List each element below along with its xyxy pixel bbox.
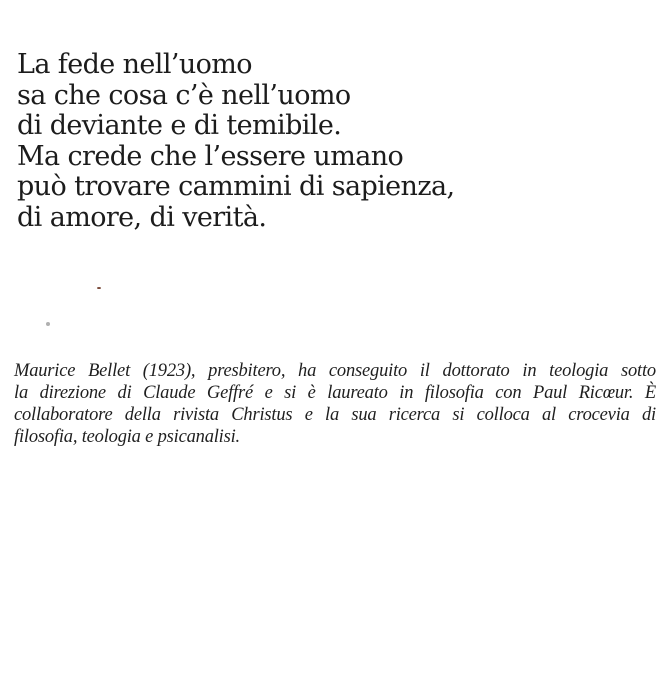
bio-line: collaboratore della rivista Christus e la sua ricerca si colloca al crocevia di	[14, 405, 656, 425]
quote-line: Ma crede che l’essere umano	[17, 140, 404, 172]
ink-speck	[46, 322, 50, 326]
quote-block	[17, 50, 454, 233]
bio-line: filosofia, teologia e psicanalisi.	[14, 427, 240, 447]
quote-line: La fede nell’uomo	[17, 49, 252, 80]
quote-line: di deviante e di temibile.	[17, 110, 342, 141]
author-bio	[14, 360, 656, 448]
bio-line: Maurice Bellet (1923), presbitero, ha conseguito il dottorato in teologia sotto	[14, 361, 656, 381]
ink-speck	[97, 287, 101, 289]
quote-line: di amore, di verità.	[17, 201, 267, 233]
bio-line: la direzione di Claude Geffré e si è laureato in filosofia con Paul Ricœur. È	[14, 383, 656, 403]
quote-line: sa che cosa c’è nell’uomo	[17, 79, 351, 111]
quote-line: può trovare cammini di sapienza,	[17, 171, 455, 202]
